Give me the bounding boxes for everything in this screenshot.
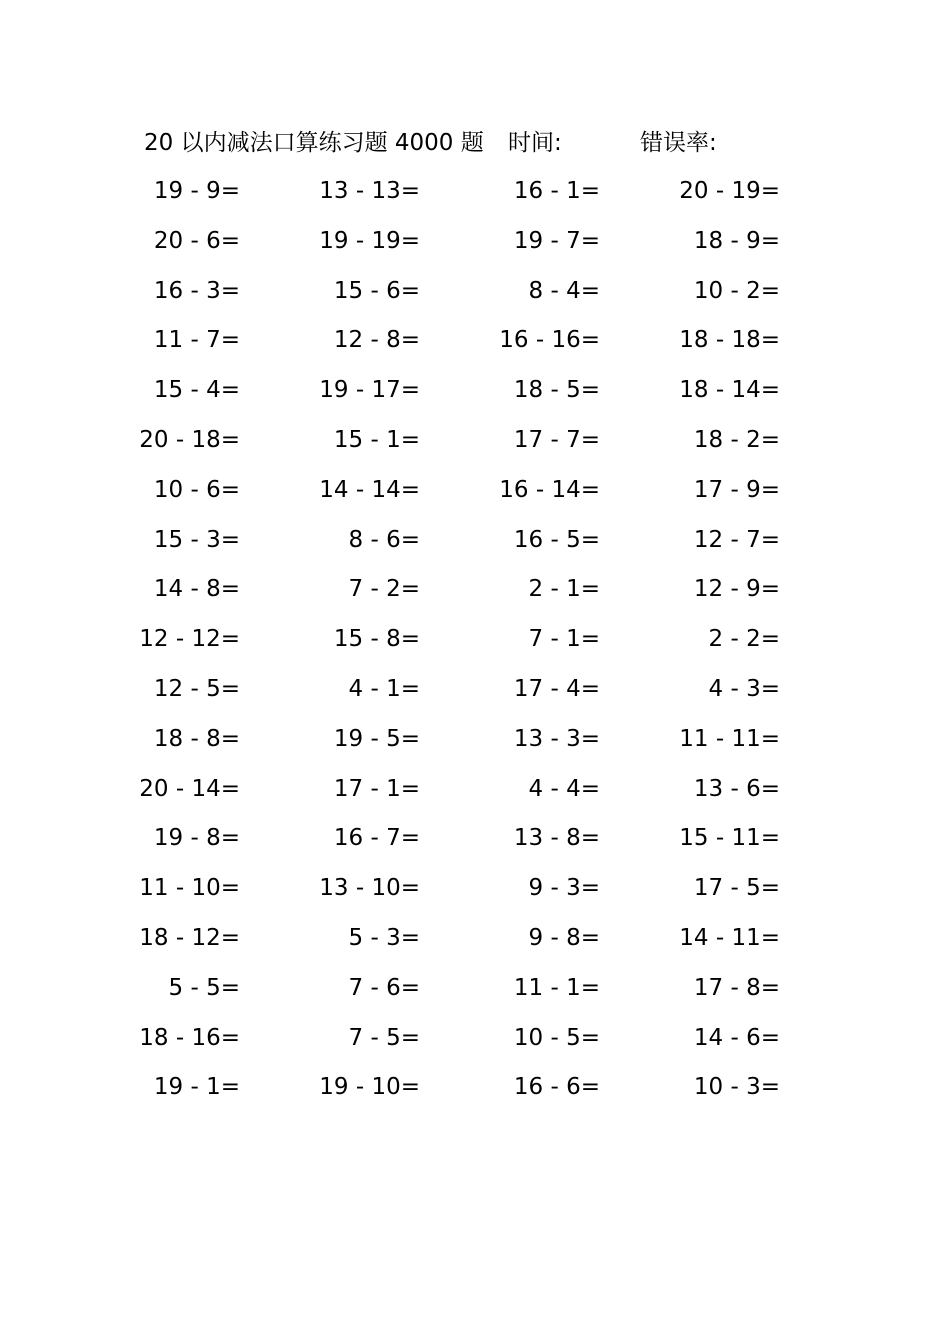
math-problem: 17 - 4=: [513, 675, 600, 702]
problem-row: [0, 472, 950, 522]
problem-row: [0, 522, 950, 572]
problem-row: [0, 422, 950, 472]
math-problem: 19 - 10=: [319, 1074, 420, 1101]
math-problem: 19 - 5=: [333, 725, 420, 752]
problem-row: [0, 870, 950, 920]
math-problem: 16 - 3=: [153, 277, 240, 304]
problem-row: [0, 920, 950, 970]
math-problem: 16 - 16=: [499, 327, 600, 354]
math-problem: 12 - 9=: [693, 576, 780, 603]
math-problem: 9 - 3=: [528, 875, 600, 902]
problem-row: [0, 820, 950, 870]
math-problem: 20 - 14=: [139, 775, 240, 802]
math-problem: 7 - 2=: [348, 576, 420, 603]
math-problem: 15 - 3=: [153, 526, 240, 553]
math-problem: 14 - 6=: [693, 1024, 780, 1051]
math-problem: 13 - 3=: [513, 725, 600, 752]
math-problem: 17 - 1=: [333, 775, 420, 802]
math-problem: 17 - 8=: [693, 974, 780, 1001]
math-problem: 17 - 7=: [513, 426, 600, 453]
math-problem: 11 - 7=: [153, 327, 240, 354]
math-problem: 20 - 19=: [679, 178, 780, 204]
math-problem: 11 - 11=: [679, 725, 780, 752]
math-problem: 8 - 4=: [528, 277, 600, 304]
math-problem: 15 - 6=: [333, 277, 420, 304]
math-problem: 2 - 1=: [528, 576, 600, 603]
math-problem: 5 - 5=: [168, 974, 240, 1001]
math-problem: 19 - 17=: [319, 377, 420, 404]
math-problem: 15 - 11=: [679, 825, 780, 852]
math-problem: 19 - 8=: [153, 825, 240, 852]
math-problem: 17 - 5=: [693, 875, 780, 902]
problem-row: [0, 1069, 950, 1119]
math-problem: 11 - 10=: [139, 875, 240, 902]
problem-row: [0, 721, 950, 771]
math-problem: 13 - 8=: [513, 825, 600, 852]
math-problem: 16 - 14=: [499, 476, 600, 503]
math-problem: 10 - 5=: [513, 1024, 600, 1051]
error-rate-label: 错误率:: [640, 130, 717, 156]
math-problem: 2 - 2=: [708, 626, 780, 653]
problem-row: [0, 372, 950, 422]
math-problem: 9 - 8=: [528, 924, 600, 951]
problem-row: [0, 671, 950, 721]
math-problem: 18 - 9=: [693, 227, 780, 254]
math-problem: 16 - 1=: [513, 178, 600, 204]
math-problem: 4 - 4=: [528, 775, 600, 802]
math-problem: 18 - 12=: [139, 924, 240, 951]
math-problem: 18 - 5=: [513, 377, 600, 404]
math-problem: 20 - 18=: [139, 426, 240, 453]
math-problem: 11 - 1=: [513, 974, 600, 1001]
math-problem: 13 - 6=: [693, 775, 780, 802]
math-problem: 8 - 6=: [348, 526, 420, 553]
problem-grid: [0, 173, 950, 1119]
math-problem: 16 - 7=: [333, 825, 420, 852]
problem-row: [0, 771, 950, 821]
math-problem: 19 - 9=: [153, 178, 240, 204]
math-problem: 18 - 8=: [153, 725, 240, 752]
math-problem: 15 - 4=: [153, 377, 240, 404]
math-problem: 17 - 9=: [693, 476, 780, 503]
math-problem: 5 - 3=: [348, 924, 420, 951]
problem-row: [0, 970, 950, 1020]
math-problem: 15 - 8=: [333, 626, 420, 653]
math-problem: 18 - 14=: [679, 377, 780, 404]
math-problem: 19 - 1=: [153, 1074, 240, 1101]
worksheet-title: 20 以内减法口算练习题 4000 题: [144, 130, 484, 156]
math-problem: 14 - 14=: [319, 476, 420, 503]
math-problem: 20 - 6=: [153, 227, 240, 254]
problem-row: [0, 621, 950, 671]
math-problem: 16 - 5=: [513, 526, 600, 553]
math-problem: 12 - 5=: [153, 675, 240, 702]
problem-row: [0, 173, 950, 223]
math-problem: 19 - 19=: [319, 227, 420, 254]
math-problem: 18 - 18=: [679, 327, 780, 354]
math-problem: 4 - 1=: [348, 675, 420, 702]
problem-row: [0, 571, 950, 621]
math-problem: 15 - 1=: [333, 426, 420, 453]
time-label: 时间:: [508, 130, 562, 156]
math-problem: 7 - 1=: [528, 626, 600, 653]
problem-row: [0, 273, 950, 323]
math-problem: 13 - 10=: [319, 875, 420, 902]
problem-row: [0, 322, 950, 372]
math-problem: 10 - 2=: [693, 277, 780, 304]
math-problem: 18 - 16=: [139, 1024, 240, 1051]
math-problem: 4 - 3=: [708, 675, 780, 702]
math-problem: 12 - 7=: [693, 526, 780, 553]
problem-row: [0, 1020, 950, 1070]
math-problem: 10 - 3=: [693, 1074, 780, 1101]
math-problem: 14 - 11=: [679, 924, 780, 951]
math-problem: 18 - 2=: [693, 426, 780, 453]
worksheet-header: [0, 126, 950, 160]
math-problem: 7 - 5=: [348, 1024, 420, 1051]
math-problem: 12 - 12=: [139, 626, 240, 653]
math-problem: 14 - 8=: [153, 576, 240, 603]
problem-row: [0, 223, 950, 273]
math-problem: 10 - 6=: [153, 476, 240, 503]
math-problem: 12 - 8=: [333, 327, 420, 354]
math-problem: 19 - 7=: [513, 227, 600, 254]
math-problem: 7 - 6=: [348, 974, 420, 1001]
math-problem: 13 - 13=: [319, 178, 420, 204]
math-problem: 16 - 6=: [513, 1074, 600, 1101]
